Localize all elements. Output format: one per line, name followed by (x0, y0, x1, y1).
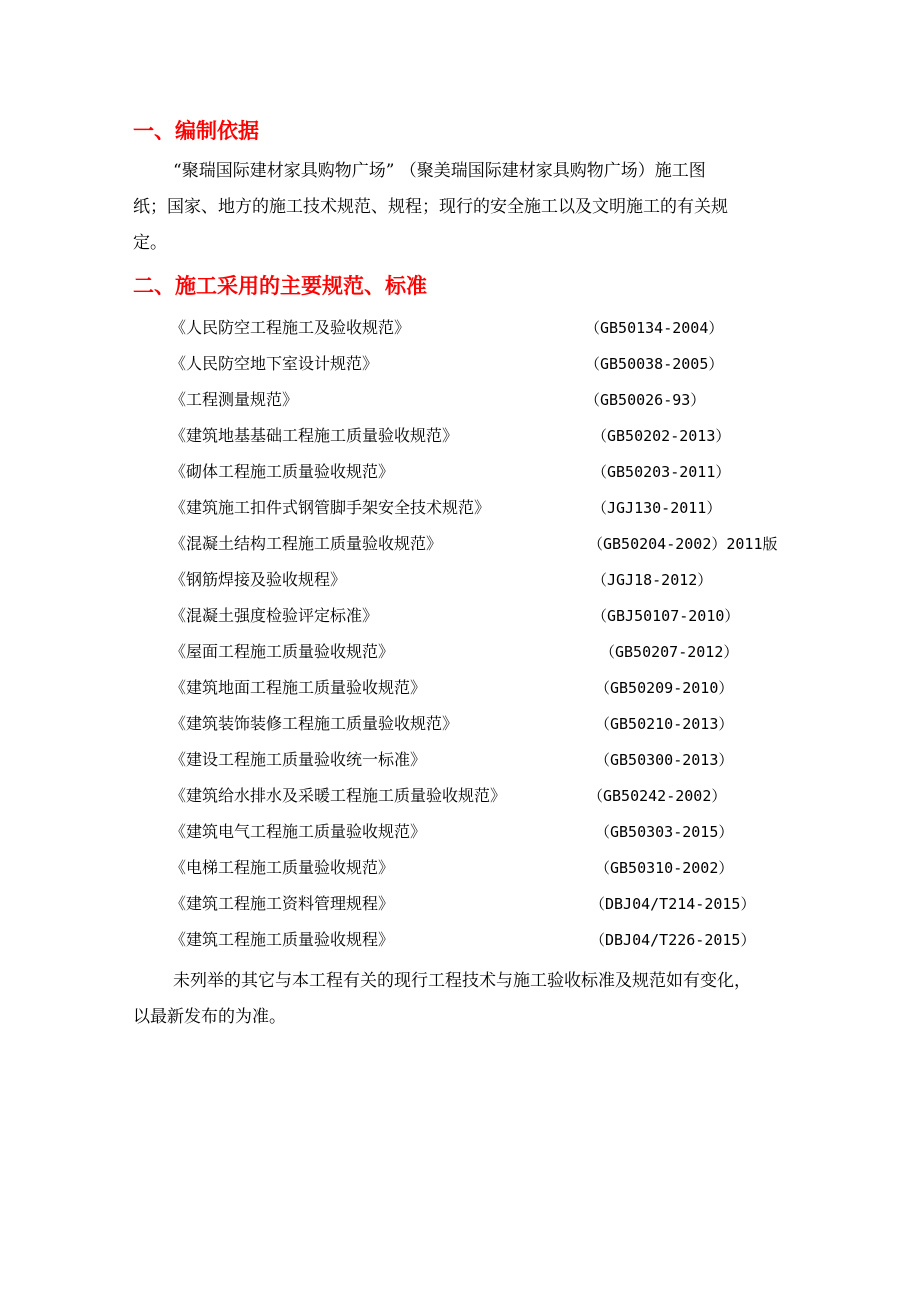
standard-name: 《建筑地基基础工程施工质量验收规范》 (170, 426, 459, 445)
list-item (0, 670, 920, 706)
standard-code: （GB50204-2002）2011版 (588, 535, 778, 553)
standard-name: 《建设工程施工质量验收统一标准》 (170, 750, 427, 769)
standard-code: （GB50303-2015） (595, 823, 734, 841)
standard-code: （GB50242-2002） (588, 787, 727, 805)
list-item (0, 850, 920, 886)
standard-name: 《建筑工程施工质量验收规程》 (170, 930, 395, 949)
list-item (0, 418, 920, 454)
standard-code: （GB50038-2005） (585, 355, 724, 373)
standard-code: （GB50209-2010） (595, 679, 734, 697)
standard-name: 《建筑地面工程施工质量验收规范》 (170, 678, 427, 697)
paragraph-line: “聚瑞国际建材家具购物广场” （聚美瑞国际建材家具购物广场）施工图 (173, 161, 706, 181)
standard-name: 《建筑电气工程施工质量验收规范》 (170, 822, 427, 841)
list-item (0, 706, 920, 742)
list-item (0, 526, 920, 562)
standard-name: 《建筑给水排水及采暖工程施工质量验收规范》 (170, 786, 507, 805)
standard-name: 《砌体工程施工质量验收规范》 (170, 462, 395, 481)
list-item (0, 562, 920, 598)
standard-code: （GB50203-2011） (592, 463, 731, 481)
list-item (0, 922, 920, 958)
list-item (0, 310, 920, 346)
list-item (0, 598, 920, 634)
standard-name: 《建筑工程施工资料管理规程》 (170, 894, 395, 913)
standard-name: 《混凝土强度检验评定标准》 (170, 606, 379, 625)
standard-code: （JGJ130-2011） (592, 499, 722, 517)
standard-code: （DBJ04/T226-2015） (590, 931, 756, 949)
standard-name: 《人民防空地下室设计规范》 (170, 354, 379, 373)
standard-name: 《人民防空工程施工及验收规范》 (170, 318, 411, 337)
section-heading-basis: 一、编制依据 (133, 119, 259, 143)
list-item (0, 382, 920, 418)
standard-name: 《建筑装饰装修工程施工质量验收规范》 (170, 714, 459, 733)
paragraph-line: 以最新发布的为准。 (133, 1007, 286, 1027)
standard-name: 《混凝土结构工程施工质量验收规范》 (170, 534, 443, 553)
list-item (0, 346, 920, 382)
standard-code: （DBJ04/T214-2015） (590, 895, 756, 913)
standard-code: （GBJ50107-2010） (592, 607, 740, 625)
standard-name: 《屋面工程施工质量验收规范》 (170, 642, 395, 661)
list-item (0, 814, 920, 850)
standard-code: （GB50202-2013） (592, 427, 731, 445)
list-item (0, 742, 920, 778)
standard-code: （GB50026-93） (585, 391, 706, 409)
basis-paragraph (133, 153, 793, 261)
paragraph-line: 未列举的其它与本工程有关的现行工程技术与施工验收标准及规范如有变化， (173, 971, 751, 991)
standard-code: （GB50310-2002） (595, 859, 734, 877)
paragraph-line: 定。 (133, 233, 167, 253)
standard-code: （GB50207-2012） (600, 643, 739, 661)
standard-name: 《钢筋焊接及验收规程》 (170, 570, 347, 589)
standard-code: （GB50210-2013） (595, 715, 734, 733)
section-heading-standards: 二、施工采用的主要规范、标准 (133, 274, 427, 298)
closing-paragraph (133, 963, 793, 1035)
list-item (0, 634, 920, 670)
list-item (0, 490, 920, 526)
standard-code: （GB50300-2013） (595, 751, 734, 769)
standard-code: （JGJ18-2012） (592, 571, 713, 589)
standard-name: 《电梯工程施工质量验收规范》 (170, 858, 395, 877)
list-item (0, 454, 920, 490)
list-item (0, 886, 920, 922)
standard-name: 《工程测量规范》 (170, 390, 299, 409)
list-item (0, 778, 920, 814)
paragraph-line: 纸；国家、地方的施工技术规范、规程；现行的安全施工以及文明施工的有关规 (133, 197, 728, 217)
standard-name: 《建筑施工扣件式钢管脚手架安全技术规范》 (170, 498, 491, 517)
standard-code: （GB50134-2004） (585, 319, 724, 337)
